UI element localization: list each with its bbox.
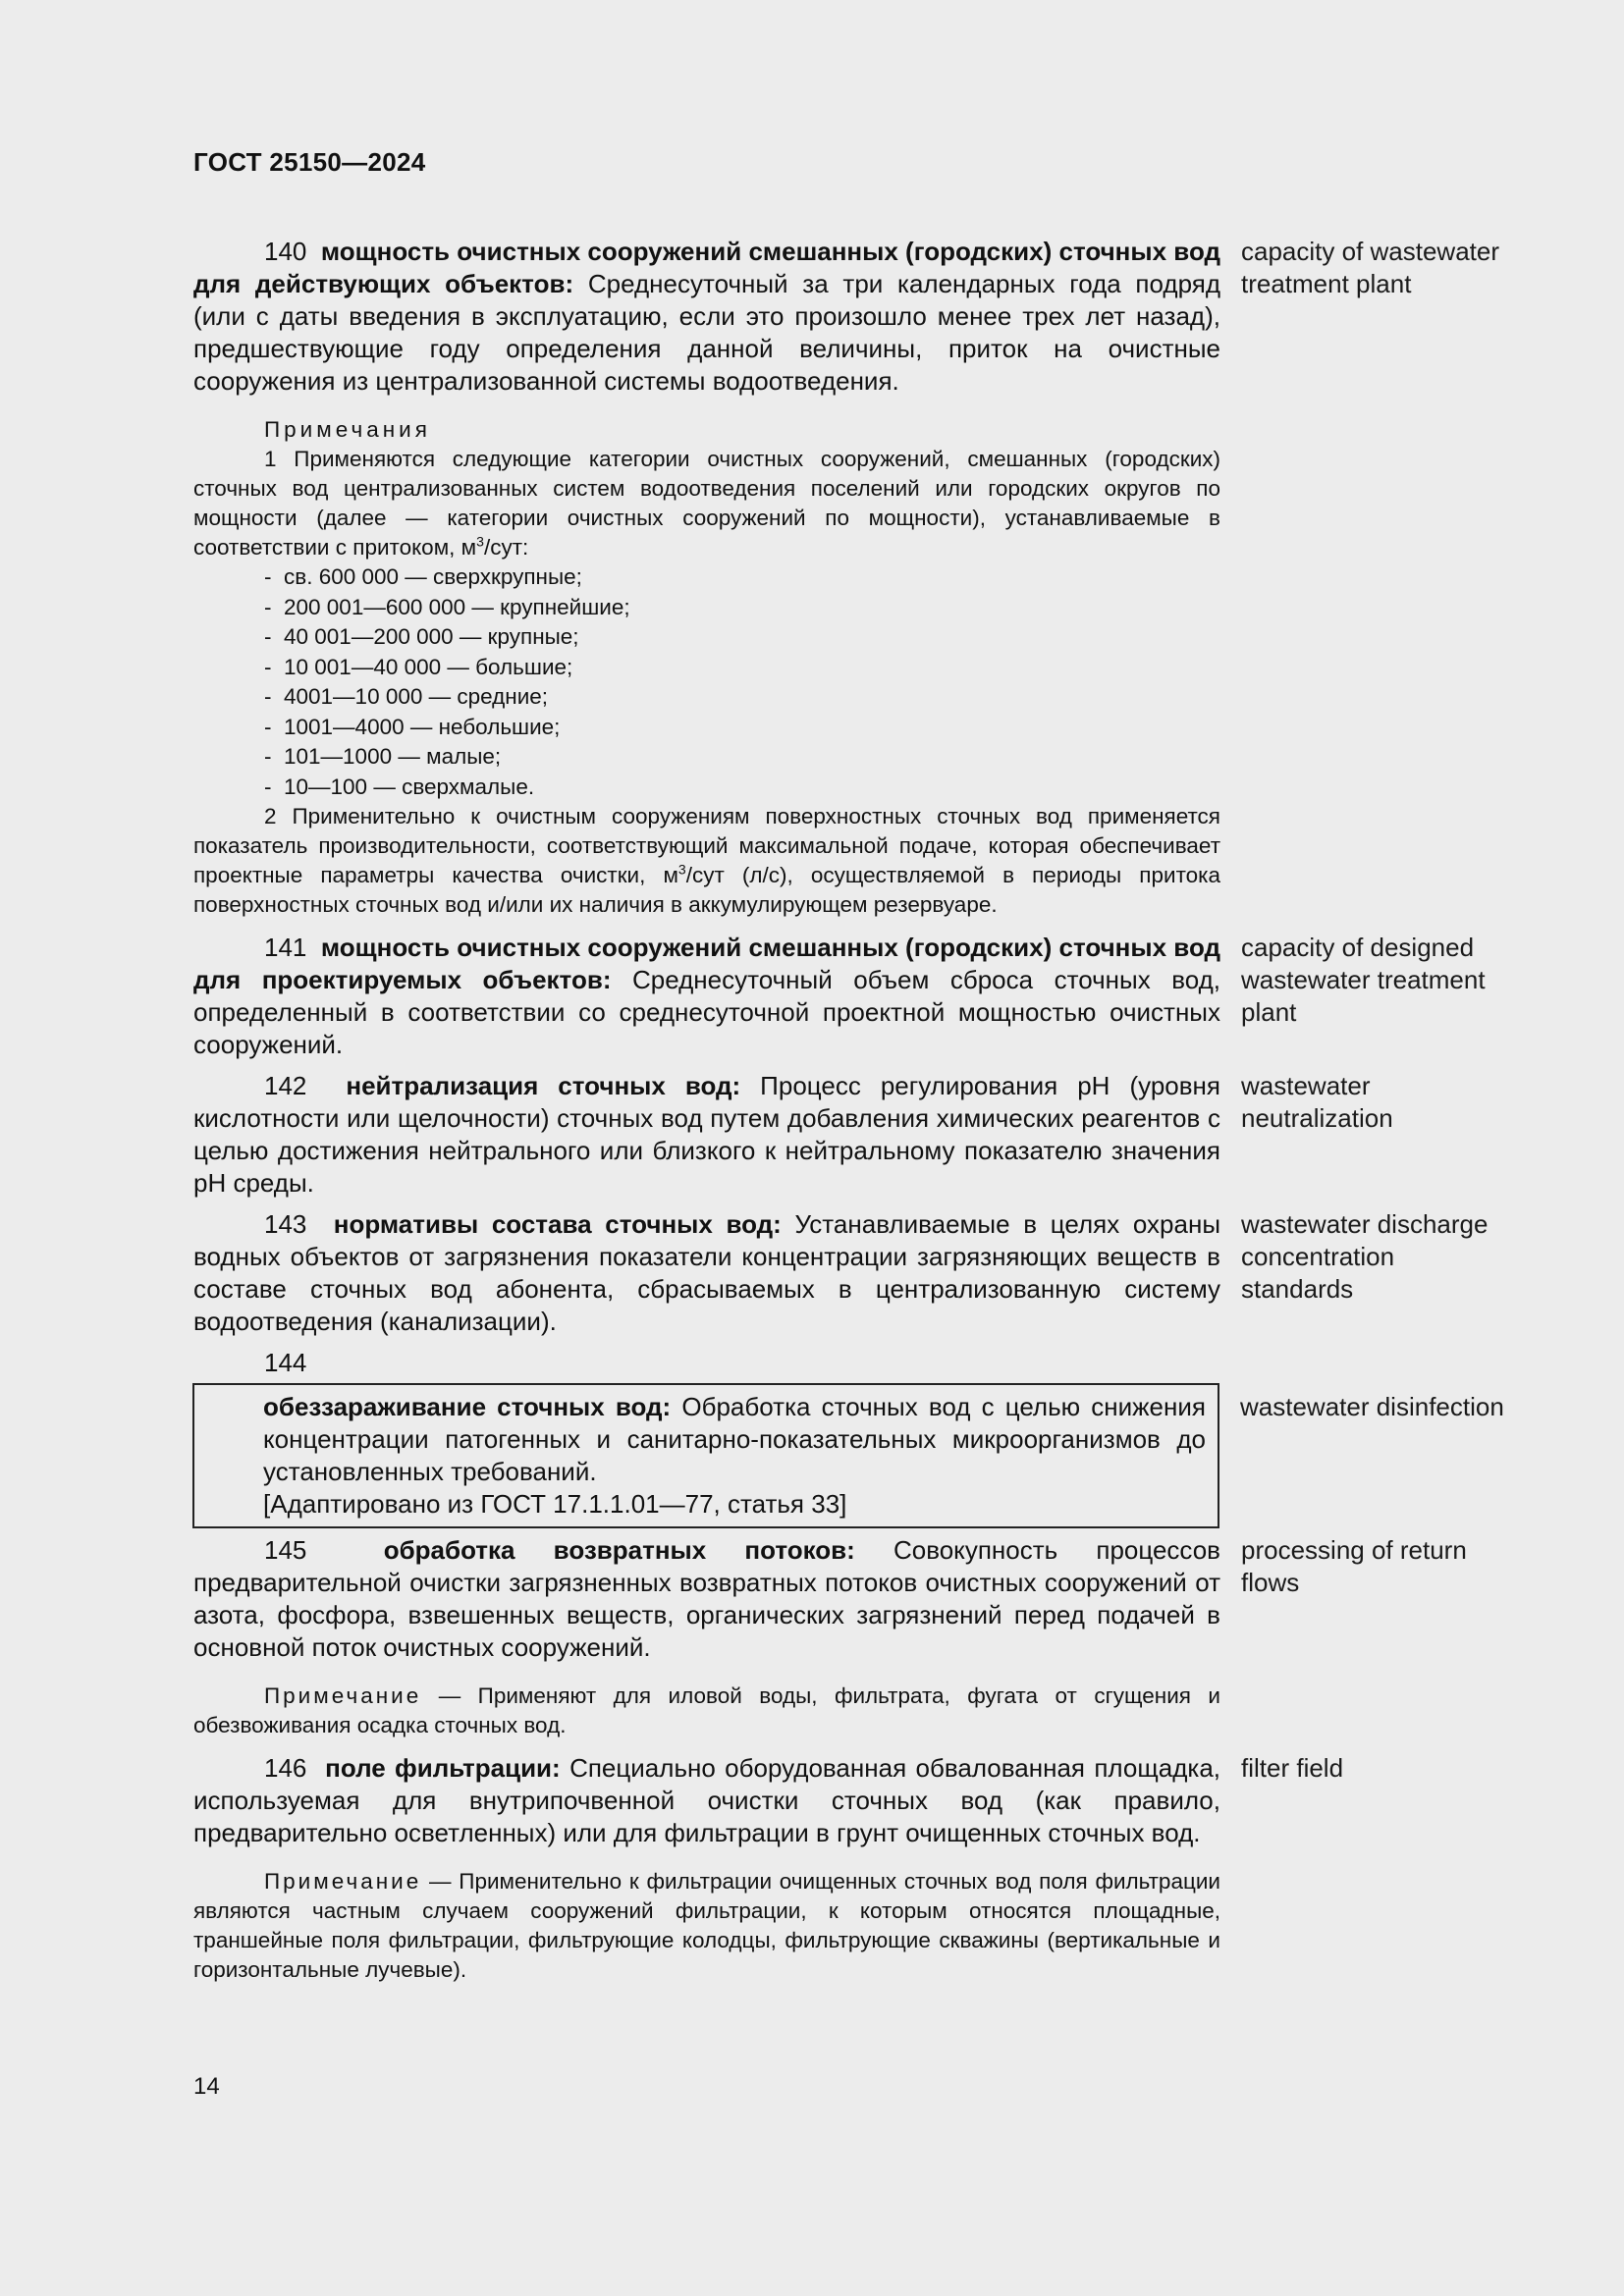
note-1: 1 Применяются следующие категории очистных сооружений, смешанных (городских) сточных вод централизованных систем водоотведения поселений или городских округов по мощности (далее — категории очистных сооружений по мощности), устанавливаемые в соответствии с притоком, $м^3$/сут: — [193, 447, 1220, 560]
note-heading: Примечание — [264, 1683, 422, 1708]
list-item: - 1001—4000 — небольшие; — [264, 714, 561, 739]
term-title: поле фильтрации: — [325, 1753, 561, 1783]
terms-content — [193, 236, 1509, 1985]
note-text: — Применительно к фильтрации очищенных сточных вод поля фильтрации являются частным случаем сооружений фильтрации, к которым относятся площадные, траншейные поля фильтрации, фильтрующие колодцы, фильтрующие скважины (вертикальные и горизонтальные лучевые). — [193, 1869, 1220, 1982]
notes-140 — [193, 415, 1220, 920]
term-definition: Устанавливаемые в целях охраны водных объектов от загрязнения показатели концентрации загрязняющих веществ в составе сточных вод абонента, сбрасываемых в централизованную систему водоотведения (канализации). — [193, 1209, 1221, 1336]
term-english: filter field — [1241, 1753, 1344, 1783]
term-title: обеззараживание сточных вод: — [263, 1392, 672, 1421]
term-box-144 — [192, 1383, 1219, 1528]
term-entry-141 — [193, 932, 1509, 1061]
list-item: - 101—1000 — малые; — [264, 744, 502, 769]
term-source: [Адаптировано из ГОСТ 17.1.1.01—77, статья 33] — [263, 1489, 847, 1519]
note-146 — [193, 1867, 1220, 1985]
term-entry-142 — [193, 1070, 1509, 1200]
term-definition: Среднесуточный объем сброса сточных вод, определенный в соответствии со среднесуточной проектной мощностью очистных сооружений. — [193, 965, 1221, 1059]
term-entry-145 — [193, 1534, 1509, 1664]
list-item: - 4001—10 000 — средние; — [264, 684, 549, 709]
term-entry-143 — [193, 1208, 1509, 1338]
term-english: capacity of designed wastewater treatment plant — [1241, 933, 1486, 1027]
term-entry-144 — [193, 1383, 1509, 1528]
list-item: - 200 001—600 000 — крупнейшие; — [264, 594, 630, 619]
list-item: - 10—100 — сверхмалые. — [264, 774, 535, 799]
list-item: - 10 001—40 000 — большие; — [264, 654, 573, 679]
capacity-categories-list — [193, 562, 1220, 802]
term-english: wastewater disinfection — [1240, 1392, 1504, 1421]
term-title: обработка возвратных потоков: — [383, 1535, 855, 1565]
term-definition: Специально оборудованная обвалованная площадка, используемая для внутрипочвенной очистки сточных вод (как правило, предварительно осветленных) или для фильтрации в грунт очищенных сточных вод. — [193, 1753, 1221, 1847]
term-number: 146 — [264, 1753, 307, 1783]
note-145 — [193, 1682, 1220, 1740]
term-number: 141 — [264, 933, 307, 962]
term-number: 140 — [264, 237, 307, 266]
term-english: processing of return flows — [1241, 1535, 1467, 1597]
term-title: мощность очистных сооружений смешанных (городских) сточных вод для действующих объектов: — [193, 237, 1220, 298]
term-entry-146 — [193, 1752, 1509, 1849]
term-number-144: 144 — [264, 1348, 307, 1377]
term-definition: Среднесуточный за три календарных года подряд (или с даты введения в эксплуатацию, если это произошло менее трех лет назад), предшествующие году определения данной величины, приток на очистные сооружения из централизованной системы водоотведения. — [193, 269, 1220, 396]
term-definition: Совокупность процессов предварительной очистки загрязненных возвратных потоков очистных сооружений от азота, фосфора, взвешенных веществ, органических загрязнений перед подачей в основной поток очистных сооружений. — [193, 1535, 1220, 1662]
list-item: - 40 001—200 000 — крупные; — [264, 624, 579, 649]
note-2: 2 Применительно к очистным сооружениям поверхностных сточных вод применяется показатель производительности, соответствующий максимальной подаче, которая обеспечивает проектные параметры качества очистки, $м^3$/сут (л/с), осуществляемой в периоды притока поверхностных сточных вод и/или их наличия в аккумулирующем резервуаре. — [193, 804, 1220, 917]
term-number: 143 — [264, 1209, 307, 1239]
term-definition: Процесс регулирования pH (уровня кислотности или щелочности) сточных вод путем добавления химических реагентов с целью достижения нейтрального или близкого к нейтральному показателю значения pH среды. — [193, 1071, 1220, 1198]
term-title: нормативы состава сточных вод: — [333, 1209, 782, 1239]
document-header: ГОСТ 25150—2024 — [193, 147, 426, 177]
term-number: 142 — [264, 1071, 307, 1100]
term-definition: Обработка сточных вод с целью снижения концентрации патогенных и санитарно-показательных микроорганизмов до установленных требований. — [263, 1392, 1206, 1486]
term-number: 145 — [264, 1535, 307, 1565]
note-heading: Примечание — [264, 1869, 422, 1894]
term-english: capacity of wastewater treatment plant — [1241, 237, 1500, 298]
page-number: 14 — [193, 2073, 220, 2100]
term-entry-140 — [193, 236, 1509, 398]
list-item: - св. 600 000 — сверхкрупные; — [264, 564, 582, 589]
term-title: мощность очистных сооружений смешанных (городских) сточных вод для проектируемых объектов: — [193, 933, 1220, 994]
notes-heading: Примечания — [264, 417, 431, 442]
term-english: wastewater discharge concentration standards — [1241, 1209, 1489, 1304]
term-title: нейтрализация сточных вод: — [346, 1071, 741, 1100]
note-text: — Применяют для иловой воды, фильтрата, фугата от сгущения и обезвоживания осадка сточных вод. — [193, 1683, 1220, 1737]
term-english: wastewater neutralization — [1241, 1071, 1393, 1133]
